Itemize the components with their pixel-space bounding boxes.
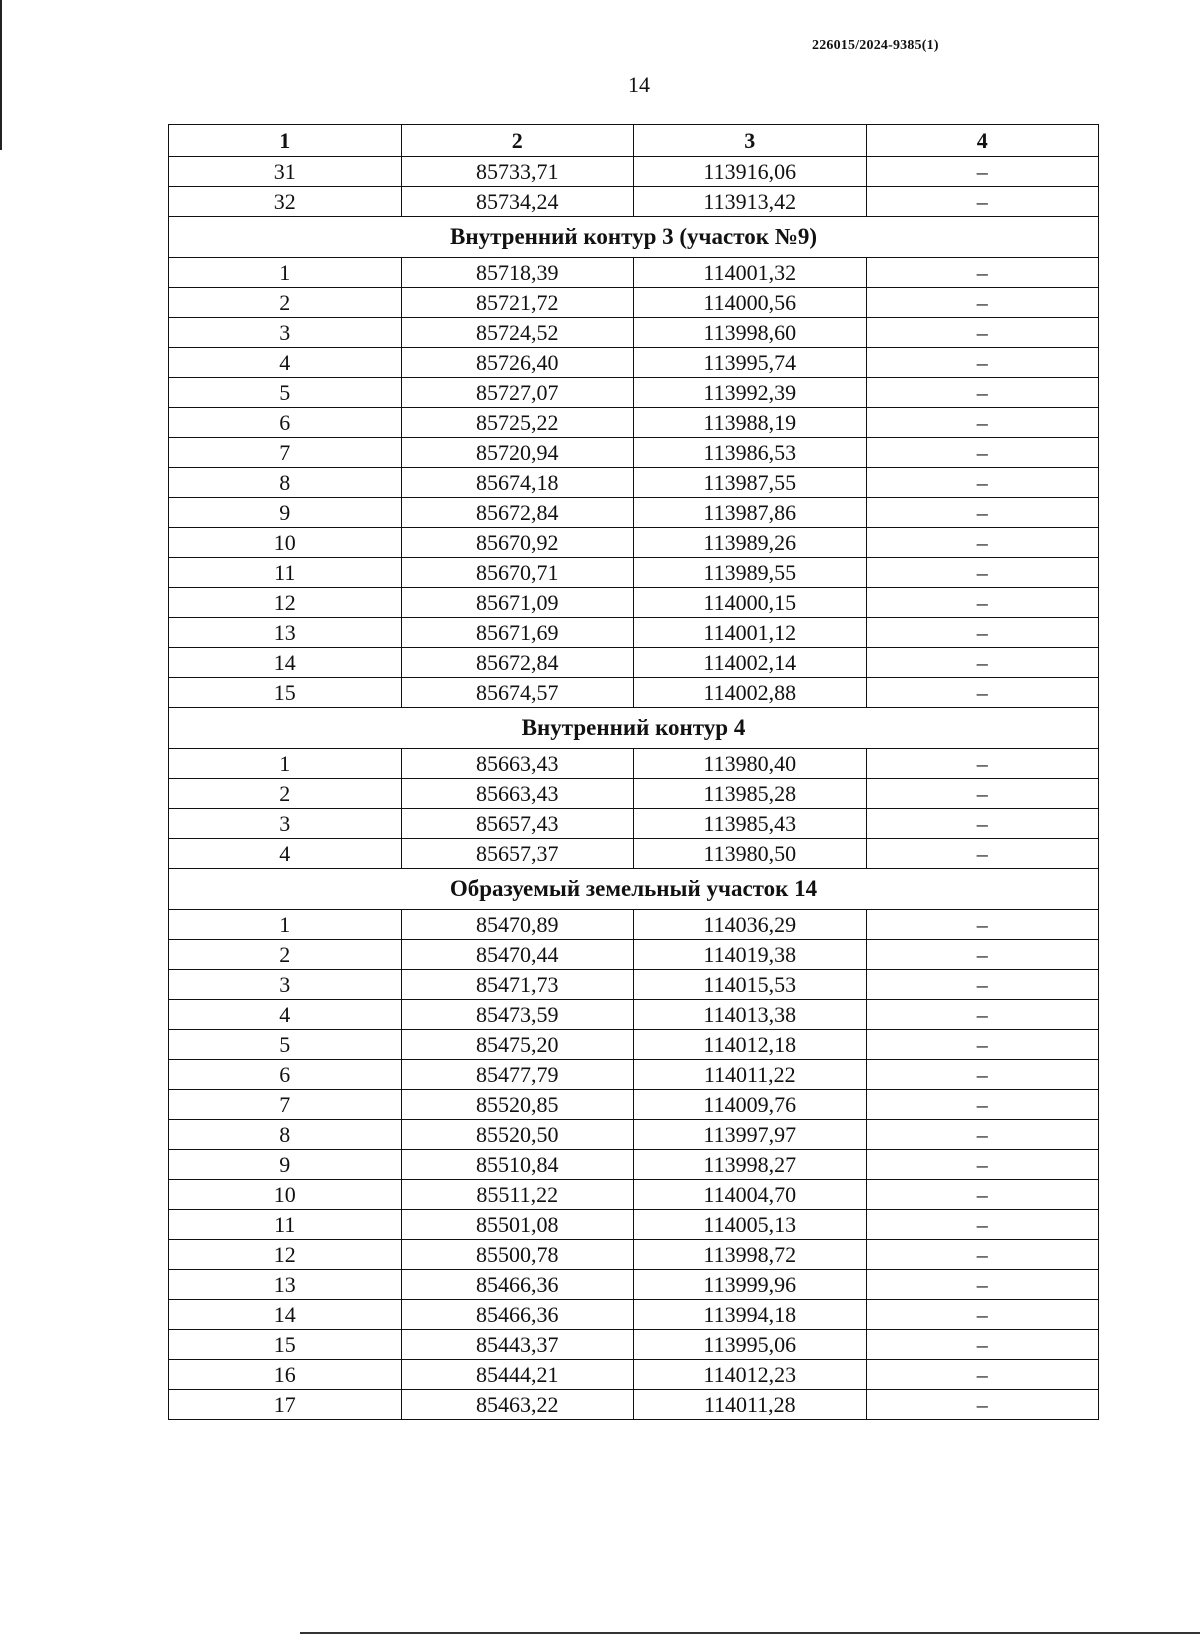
- x-coordinate-cell: 85463,22: [401, 1390, 634, 1420]
- table-row: [169, 378, 1099, 408]
- table-row: [169, 809, 1099, 839]
- point-number-cell: 5: [169, 1030, 402, 1060]
- table-row: [169, 839, 1099, 869]
- table-row: [169, 348, 1099, 378]
- table-row: [169, 1090, 1099, 1120]
- remark-cell: –: [866, 779, 1099, 809]
- table-row: [169, 648, 1099, 678]
- x-coordinate-cell: 85473,59: [401, 1000, 634, 1030]
- remark-cell: –: [866, 749, 1099, 779]
- remark-cell: –: [866, 1390, 1099, 1420]
- y-coordinate-cell: 113997,97: [634, 1120, 867, 1150]
- remark-cell: –: [866, 1210, 1099, 1240]
- y-coordinate-cell: 114019,38: [634, 940, 867, 970]
- scan-edge-line: [0, 0, 2, 150]
- section-title-row: [169, 708, 1099, 749]
- section-title: Внутренний контур 4: [169, 708, 1099, 749]
- point-number-cell: 3: [169, 809, 402, 839]
- section-title-row: [169, 217, 1099, 258]
- x-coordinate-cell: 85510,84: [401, 1150, 634, 1180]
- point-number-cell: 10: [169, 528, 402, 558]
- table-row: [169, 558, 1099, 588]
- table-row: [169, 940, 1099, 970]
- table-row: [169, 438, 1099, 468]
- y-coordinate-cell: 114009,76: [634, 1090, 867, 1120]
- point-number-cell: 9: [169, 498, 402, 528]
- x-coordinate-cell: 85726,40: [401, 348, 634, 378]
- x-coordinate-cell: 85477,79: [401, 1060, 634, 1090]
- scan-bottom-line: [300, 1632, 1200, 1634]
- remark-cell: –: [866, 498, 1099, 528]
- y-coordinate-cell: 113999,96: [634, 1270, 867, 1300]
- x-coordinate-cell: 85443,37: [401, 1330, 634, 1360]
- y-coordinate-cell: 113992,39: [634, 378, 867, 408]
- y-coordinate-cell: 113980,40: [634, 749, 867, 779]
- table-row: [169, 1390, 1099, 1420]
- table-header-row: [169, 125, 1099, 157]
- remark-cell: –: [866, 378, 1099, 408]
- y-coordinate-cell: 114013,38: [634, 1000, 867, 1030]
- point-number-cell: 6: [169, 408, 402, 438]
- section-title: Внутренний контур 3 (участок №9): [169, 217, 1099, 258]
- x-coordinate-cell: 85727,07: [401, 378, 634, 408]
- remark-cell: –: [866, 678, 1099, 708]
- y-coordinate-cell: 113916,06: [634, 157, 867, 187]
- remark-cell: –: [866, 258, 1099, 288]
- y-coordinate-cell: 113913,42: [634, 187, 867, 217]
- x-coordinate-cell: 85466,36: [401, 1300, 634, 1330]
- y-coordinate-cell: 114015,53: [634, 970, 867, 1000]
- x-coordinate-cell: 85471,73: [401, 970, 634, 1000]
- table-row: [169, 288, 1099, 318]
- section-title: Образуемый земельный участок 14: [169, 869, 1099, 910]
- y-coordinate-cell: 114000,56: [634, 288, 867, 318]
- remark-cell: –: [866, 318, 1099, 348]
- table-row: [169, 618, 1099, 648]
- table-row: [169, 1240, 1099, 1270]
- point-number-cell: 2: [169, 779, 402, 809]
- remark-cell: –: [866, 558, 1099, 588]
- y-coordinate-cell: 113995,06: [634, 1330, 867, 1360]
- y-coordinate-cell: 114005,13: [634, 1210, 867, 1240]
- table-row: [169, 1300, 1099, 1330]
- remark-cell: –: [866, 839, 1099, 869]
- x-coordinate-cell: 85674,18: [401, 468, 634, 498]
- point-number-cell: 10: [169, 1180, 402, 1210]
- document-number: 226015/2024-9385(1): [812, 38, 939, 53]
- point-number-cell: 16: [169, 1360, 402, 1390]
- point-number-cell: 12: [169, 1240, 402, 1270]
- point-number-cell: 4: [169, 1000, 402, 1030]
- y-coordinate-cell: 113988,19: [634, 408, 867, 438]
- x-coordinate-cell: 85672,84: [401, 648, 634, 678]
- y-coordinate-cell: 113995,74: [634, 348, 867, 378]
- y-coordinate-cell: 113987,55: [634, 468, 867, 498]
- remark-cell: –: [866, 288, 1099, 318]
- remark-cell: –: [866, 1180, 1099, 1210]
- point-number-cell: 1: [169, 749, 402, 779]
- point-number-cell: 2: [169, 940, 402, 970]
- point-number-cell: 6: [169, 1060, 402, 1090]
- point-number-cell: 4: [169, 839, 402, 869]
- x-coordinate-cell: 85672,84: [401, 498, 634, 528]
- point-number-cell: 3: [169, 970, 402, 1000]
- x-coordinate-cell: 85657,43: [401, 809, 634, 839]
- point-number-cell: 1: [169, 910, 402, 940]
- x-coordinate-cell: 85520,50: [401, 1120, 634, 1150]
- point-number-cell: 15: [169, 678, 402, 708]
- table-row: [169, 187, 1099, 217]
- section-title-row: [169, 869, 1099, 910]
- column-header: 3: [634, 125, 867, 157]
- x-coordinate-cell: 85663,43: [401, 749, 634, 779]
- table-row: [169, 779, 1099, 809]
- y-coordinate-cell: 114002,14: [634, 648, 867, 678]
- y-coordinate-cell: 113985,28: [634, 779, 867, 809]
- point-number-cell: 2: [169, 288, 402, 318]
- point-number-cell: 7: [169, 1090, 402, 1120]
- remark-cell: –: [866, 528, 1099, 558]
- point-number-cell: 14: [169, 1300, 402, 1330]
- remark-cell: –: [866, 910, 1099, 940]
- point-number-cell: 14: [169, 648, 402, 678]
- remark-cell: –: [866, 1150, 1099, 1180]
- table-row: [169, 1360, 1099, 1390]
- point-number-cell: 11: [169, 1210, 402, 1240]
- y-coordinate-cell: 113980,50: [634, 839, 867, 869]
- y-coordinate-cell: 114012,23: [634, 1360, 867, 1390]
- y-coordinate-cell: 113986,53: [634, 438, 867, 468]
- remark-cell: –: [866, 940, 1099, 970]
- y-coordinate-cell: 114002,88: [634, 678, 867, 708]
- x-coordinate-cell: 85500,78: [401, 1240, 634, 1270]
- table-row: [169, 157, 1099, 187]
- y-coordinate-cell: 114011,22: [634, 1060, 867, 1090]
- point-number-cell: 3: [169, 318, 402, 348]
- point-number-cell: 15: [169, 1330, 402, 1360]
- table-row: [169, 468, 1099, 498]
- page-number: 14: [628, 72, 650, 97]
- point-number-cell: 12: [169, 588, 402, 618]
- point-number-cell: 7: [169, 438, 402, 468]
- point-number-cell: 4: [169, 348, 402, 378]
- x-coordinate-cell: 85475,20: [401, 1030, 634, 1060]
- remark-cell: –: [866, 468, 1099, 498]
- y-coordinate-cell: 114000,15: [634, 588, 867, 618]
- remark-cell: –: [866, 1120, 1099, 1150]
- table-row: [169, 1060, 1099, 1090]
- table-row: [169, 1330, 1099, 1360]
- remark-cell: –: [866, 1360, 1099, 1390]
- table-row: [169, 910, 1099, 940]
- table-row: [169, 408, 1099, 438]
- remark-cell: –: [866, 648, 1099, 678]
- x-coordinate-cell: 85725,22: [401, 408, 634, 438]
- x-coordinate-cell: 85733,71: [401, 157, 634, 187]
- x-coordinate-cell: 85444,21: [401, 1360, 634, 1390]
- remark-cell: –: [866, 1030, 1099, 1060]
- table-row: [169, 498, 1099, 528]
- y-coordinate-cell: 113987,86: [634, 498, 867, 528]
- remark-cell: –: [866, 1330, 1099, 1360]
- table-row: [169, 1000, 1099, 1030]
- table-row: [169, 678, 1099, 708]
- x-coordinate-cell: 85734,24: [401, 187, 634, 217]
- remark-cell: –: [866, 187, 1099, 217]
- point-number-cell: 11: [169, 558, 402, 588]
- point-number-cell: 13: [169, 1270, 402, 1300]
- y-coordinate-cell: 114011,28: [634, 1390, 867, 1420]
- table-row: [169, 528, 1099, 558]
- remark-cell: –: [866, 970, 1099, 1000]
- x-coordinate-cell: 85470,89: [401, 910, 634, 940]
- table-row: [169, 970, 1099, 1000]
- table-row: [169, 749, 1099, 779]
- x-coordinate-cell: 85501,08: [401, 1210, 634, 1240]
- y-coordinate-cell: 113998,72: [634, 1240, 867, 1270]
- table-row: [169, 1180, 1099, 1210]
- x-coordinate-cell: 85720,94: [401, 438, 634, 468]
- x-coordinate-cell: 85724,52: [401, 318, 634, 348]
- table-row: [169, 1030, 1099, 1060]
- coordinates-table-body: [169, 125, 1099, 1420]
- point-number-cell: 32: [169, 187, 402, 217]
- x-coordinate-cell: 85721,72: [401, 288, 634, 318]
- x-coordinate-cell: 85663,43: [401, 779, 634, 809]
- x-coordinate-cell: 85511,22: [401, 1180, 634, 1210]
- x-coordinate-cell: 85670,92: [401, 528, 634, 558]
- coordinates-table: [168, 124, 1099, 1420]
- table-row: [169, 1270, 1099, 1300]
- y-coordinate-cell: 113998,60: [634, 318, 867, 348]
- table-row: [169, 1150, 1099, 1180]
- table-row: [169, 1210, 1099, 1240]
- point-number-cell: 31: [169, 157, 402, 187]
- y-coordinate-cell: 114012,18: [634, 1030, 867, 1060]
- remark-cell: –: [866, 1000, 1099, 1030]
- remark-cell: –: [866, 1060, 1099, 1090]
- y-coordinate-cell: 113998,27: [634, 1150, 867, 1180]
- y-coordinate-cell: 114001,12: [634, 618, 867, 648]
- x-coordinate-cell: 85657,37: [401, 839, 634, 869]
- x-coordinate-cell: 85520,85: [401, 1090, 634, 1120]
- y-coordinate-cell: 114004,70: [634, 1180, 867, 1210]
- x-coordinate-cell: 85671,69: [401, 618, 634, 648]
- y-coordinate-cell: 114001,32: [634, 258, 867, 288]
- x-coordinate-cell: 85671,09: [401, 588, 634, 618]
- table-row: [169, 588, 1099, 618]
- point-number-cell: 9: [169, 1150, 402, 1180]
- table-row: [169, 258, 1099, 288]
- x-coordinate-cell: 85718,39: [401, 258, 634, 288]
- point-number-cell: 17: [169, 1390, 402, 1420]
- y-coordinate-cell: 113994,18: [634, 1300, 867, 1330]
- remark-cell: –: [866, 348, 1099, 378]
- remark-cell: –: [866, 618, 1099, 648]
- remark-cell: –: [866, 588, 1099, 618]
- remark-cell: –: [866, 1270, 1099, 1300]
- column-header: 2: [401, 125, 634, 157]
- point-number-cell: 5: [169, 378, 402, 408]
- y-coordinate-cell: 113989,55: [634, 558, 867, 588]
- remark-cell: –: [866, 1240, 1099, 1270]
- remark-cell: –: [866, 809, 1099, 839]
- remark-cell: –: [866, 1300, 1099, 1330]
- point-number-cell: 13: [169, 618, 402, 648]
- table-row: [169, 318, 1099, 348]
- point-number-cell: 8: [169, 468, 402, 498]
- point-number-cell: 8: [169, 1120, 402, 1150]
- x-coordinate-cell: 85466,36: [401, 1270, 634, 1300]
- x-coordinate-cell: 85470,44: [401, 940, 634, 970]
- point-number-cell: 1: [169, 258, 402, 288]
- y-coordinate-cell: 113989,26: [634, 528, 867, 558]
- y-coordinate-cell: 113985,43: [634, 809, 867, 839]
- column-header: 4: [866, 125, 1099, 157]
- remark-cell: –: [866, 438, 1099, 468]
- x-coordinate-cell: 85674,57: [401, 678, 634, 708]
- remark-cell: –: [866, 1090, 1099, 1120]
- x-coordinate-cell: 85670,71: [401, 558, 634, 588]
- y-coordinate-cell: 114036,29: [634, 910, 867, 940]
- remark-cell: –: [866, 157, 1099, 187]
- table-row: [169, 1120, 1099, 1150]
- column-header: 1: [169, 125, 402, 157]
- remark-cell: –: [866, 408, 1099, 438]
